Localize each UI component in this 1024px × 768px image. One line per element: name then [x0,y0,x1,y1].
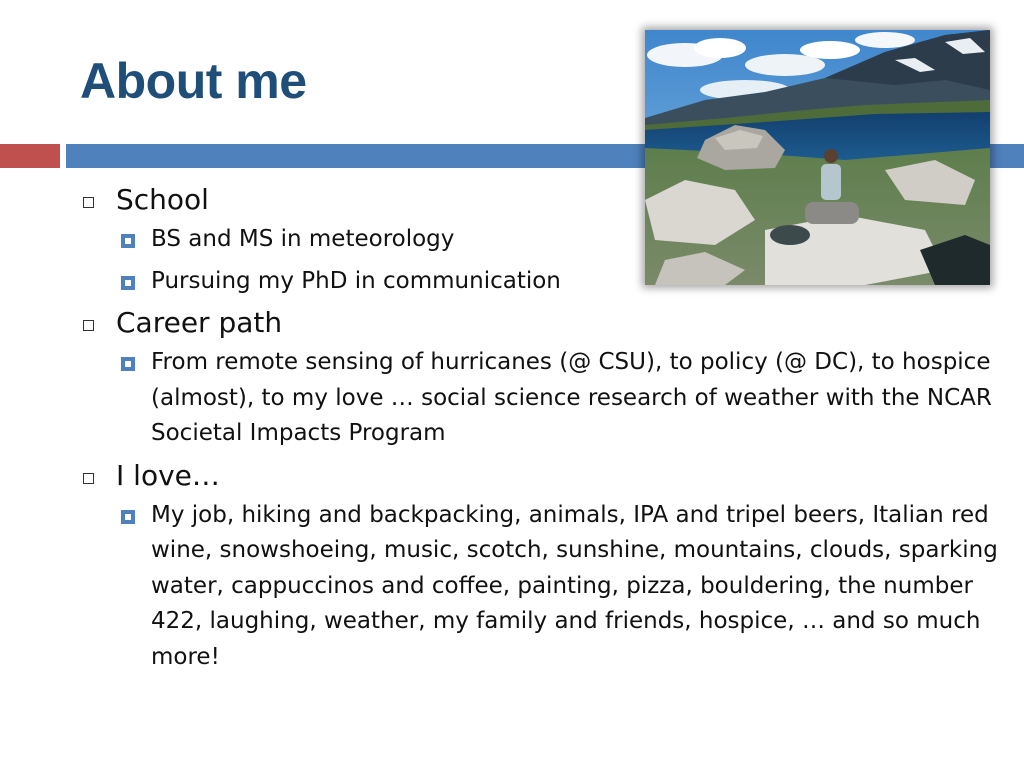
bullet-career-path [80,305,1000,341]
sub-bullet-phd [80,264,1000,300]
square-bullet-icon [83,473,94,484]
sub-bullet-loves [80,498,1000,676]
accent-bar-red [0,144,60,168]
bullet-text: School [116,183,209,216]
sub-bullet-text: My job, hiking and backpacking, animals, IPA and tripel beers, Italian red wine, snowshoeing, music, scotch, sunshine, mountains, clouds, sparking water, cappuccinos and coffee, painting, pizza, bouldering, the number 422, laughing, weather, my family and friends, hospice, … and so much more! [151,501,998,670]
blue-square-bullet-icon [121,276,135,290]
sub-bullet-text: From remote sensing of hurricanes (@ CSU), to policy (@ DC), to hospice (almost), to my love … social science research of weather with the NCAR Societal Impacts Program [151,349,992,446]
slide-title: About me [80,53,307,109]
sub-bullet-degrees [80,222,1000,258]
square-bullet-icon [83,197,94,208]
sub-bullet-career [80,345,1000,452]
blue-square-bullet-icon [121,510,135,524]
bullet-text: Career path [116,306,283,339]
square-bullet-icon [83,320,94,331]
bullet-school [80,182,1000,218]
bullet-i-love [80,458,1000,494]
sub-bullet-text: BS and MS in meteorology [151,226,455,252]
bullet-text: I love… [116,458,220,492]
sub-bullet-text: Pursuing my PhD in communication [151,267,561,294]
blue-square-bullet-icon [121,357,135,371]
blue-square-bullet-icon [121,234,135,248]
bullet-list [80,182,1000,675]
